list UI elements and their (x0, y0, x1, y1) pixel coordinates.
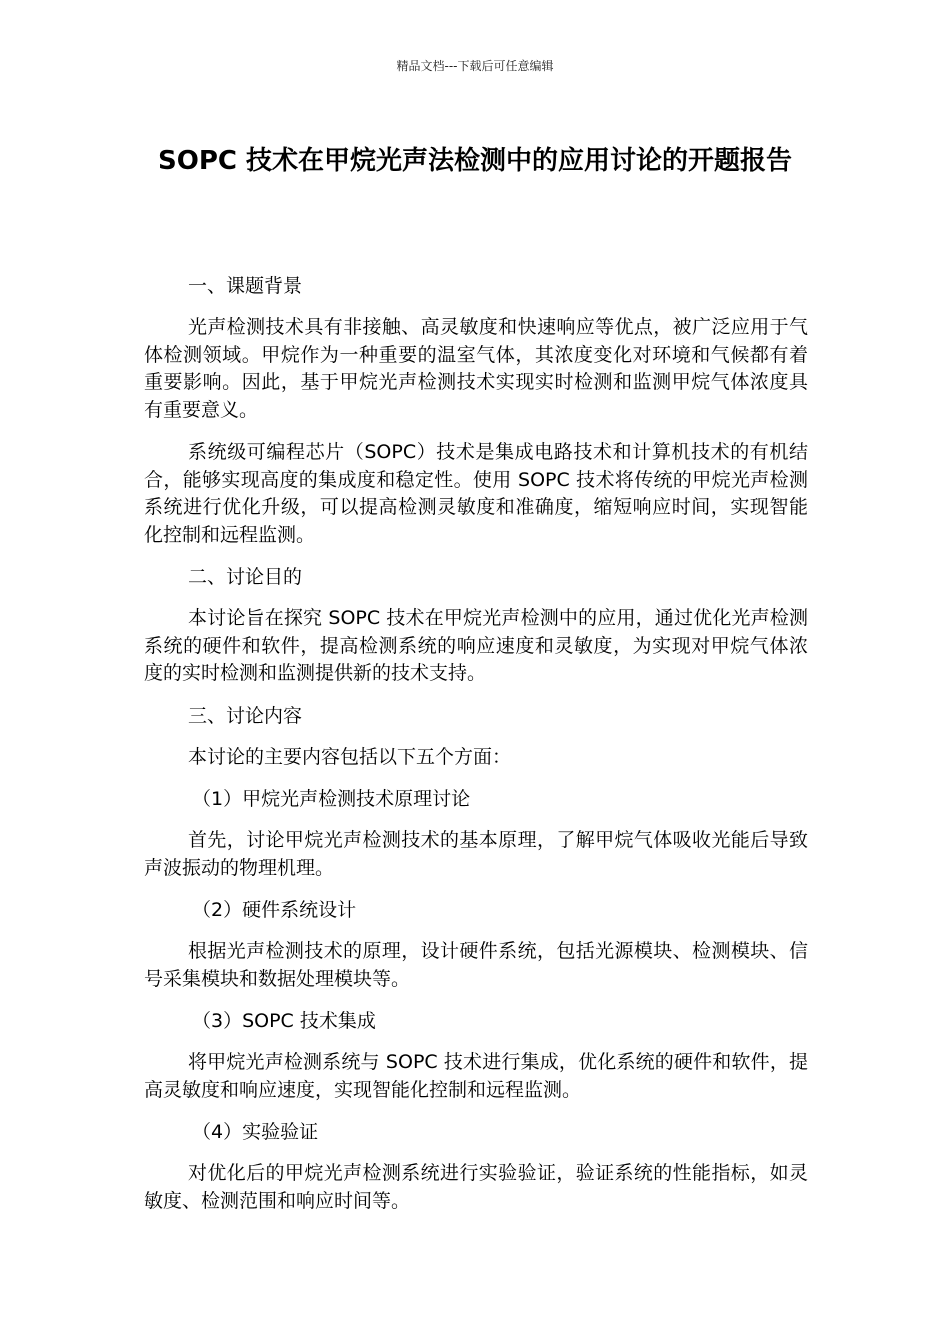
header-note: 精品文档---下载后可任意编辑 (396, 59, 554, 73)
paragraph-content-intro: 本讨论的主要内容包括以下五个方面： (188, 745, 512, 768)
section-heading-purpose: 二、讨论目的 (188, 566, 303, 588)
subheading-item-2: （2）硬件系统设计 (192, 899, 357, 921)
section-heading-content: 三、讨论内容 (188, 704, 303, 727)
paragraph-background-2: 系统级可编程芯片（SOPC）技术是集成电路技术和计算机技术的有机结合，能够实现高度的集成度和稳定性。使用 SOPC 技术将传统的甲烷光声检测系统进行优化升级，可以提高检测灵敏度和准确度，缩短响应时间，实现智能化控制和远程监测。 (144, 441, 808, 546)
subheading-item-4: （4）实验验证 (192, 1121, 319, 1143)
page-title: SOPC 技术在甲烷光声法检测中的应用讨论的开题报告 (157, 146, 793, 176)
document-body (144, 270, 808, 1230)
paragraph-background-1: 光声检测技术具有非接触、高灵敏度和快速响应等优点，被广泛应用于气体检测领域。甲烷作为一种重要的温室气体，其浓度变化对环境和气候都有着重要影响。因此，基于甲烷光声检测技术实现实时检测和监测甲烷气体浓度具有重要意义。 (144, 316, 808, 421)
paragraph-item-4: 对优化后的甲烷光声检测系统进行实验验证，验证系统的性能指标，如灵敏度、检测范围和响应时间等。 (144, 1162, 808, 1212)
subheading-item-1: （1）甲烷光声检测技术原理讨论 (192, 788, 471, 810)
paragraph-item-2: 根据光声检测技术的原理，设计硬件系统，包括光源模块、检测模块、信号采集模块和数据处理模块等。 (144, 940, 808, 990)
section-heading-background: 一、课题背景 (188, 275, 303, 297)
subheading-item-3: （3）SOPC 技术集成 (192, 1010, 376, 1032)
paragraph-purpose: 本讨论旨在探究 SOPC 技术在甲烷光声检测中的应用，通过优化光声检测系统的硬件和软件，提高检测系统的响应速度和灵敏度，为实现对甲烷气体浓度的实时检测和监测提供新的技术支持。 (144, 607, 808, 684)
paragraph-item-3: 将甲烷光声检测系统与 SOPC 技术进行集成，优化系统的硬件和软件，提高灵敏度和响应速度，实现智能化控制和远程监测。 (144, 1051, 808, 1101)
paragraph-item-1: 首先，讨论甲烷光声检测技术的基本原理，了解甲烷气体吸收光能后导致声波振动的物理机理。 (144, 829, 808, 879)
